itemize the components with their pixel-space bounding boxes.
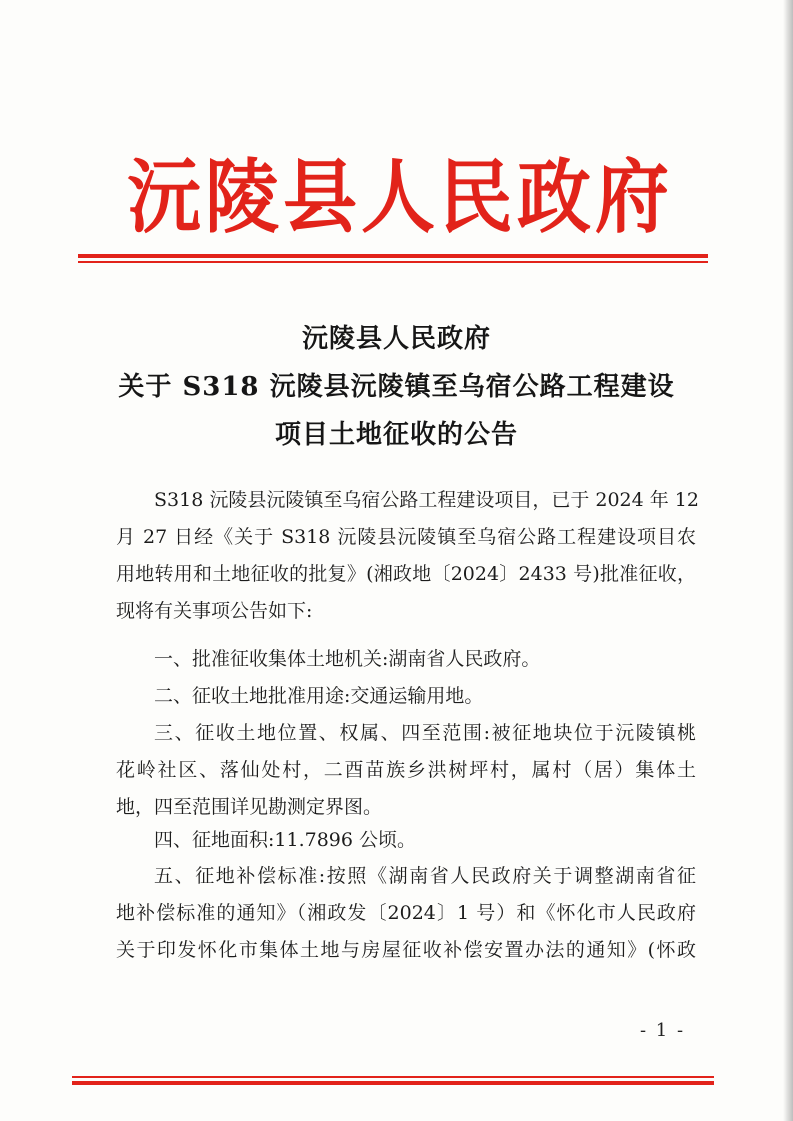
item-5-line: 关于印发怀化市集体土地与房屋征收补偿安置办法的通知》(怀政 (116, 939, 696, 961)
item-3-line: 花岭社区、落仙处村，二酉苗族乡洪树坪村，属村（居）集体土 (116, 759, 696, 781)
item-compensation-standard (116, 858, 696, 969)
item-land-area (116, 822, 696, 859)
title-line-3: 项目土地征收的公告 (274, 420, 518, 450)
item-5-line: 地补偿标准的通知》（湘政发〔2024〕1 号）和《怀化市人民政府 (116, 902, 696, 924)
intro-line: 现将有关事项公告如下: (116, 600, 313, 622)
item-location-ownership (116, 715, 696, 826)
item-3-line: 地，四至范围详见勘测定界图。 (116, 796, 383, 818)
item-approved-use (116, 678, 696, 715)
item-approving-authority (116, 641, 696, 678)
scan-shadow-edge (783, 0, 793, 1121)
item-2-line: 二、征收土地批准用途:交通运输用地。 (154, 685, 484, 707)
red-rule-bottom-thin (72, 1076, 714, 1078)
issuer-masthead: 沅陵县人民政府 (127, 151, 673, 245)
title-line-2: 关于 S318 沅陵县沅陵镇至乌宿公路工程建设 (118, 372, 675, 402)
item-5-line: 五、征地补偿标准:按照《湖南省人民政府关于调整湖南省征 (154, 865, 696, 887)
title-line-1: 沅陵县人民政府 (301, 324, 491, 354)
intro-paragraph (116, 482, 699, 630)
item-4-line: 四、征地面积:11.7896 公顷。 (154, 829, 417, 851)
red-rule-top-thick (78, 254, 708, 258)
intro-line: 用地转用和土地征收的批复》(湘政地〔2024〕2433 号)批准征收， (116, 563, 696, 585)
item-1-line: 一、批准征收集体土地机关:湖南省人民政府。 (154, 648, 541, 670)
red-rule-top-thin (78, 261, 708, 263)
red-rule-bottom-thick (72, 1081, 714, 1085)
item-3-line: 三、征收土地位置、权属、四至范围:被征地块位于沅陵镇桃 (154, 722, 696, 744)
page-number: - 1 - (640, 1020, 686, 1041)
intro-line: 月 27 日经《关于 S318 沅陵县沅陵镇至乌宿公路工程建设项目农 (116, 526, 696, 548)
intro-line: S318 沅陵县沅陵镇至乌宿公路工程建设项目，已于 2024 年 12 (154, 489, 699, 511)
